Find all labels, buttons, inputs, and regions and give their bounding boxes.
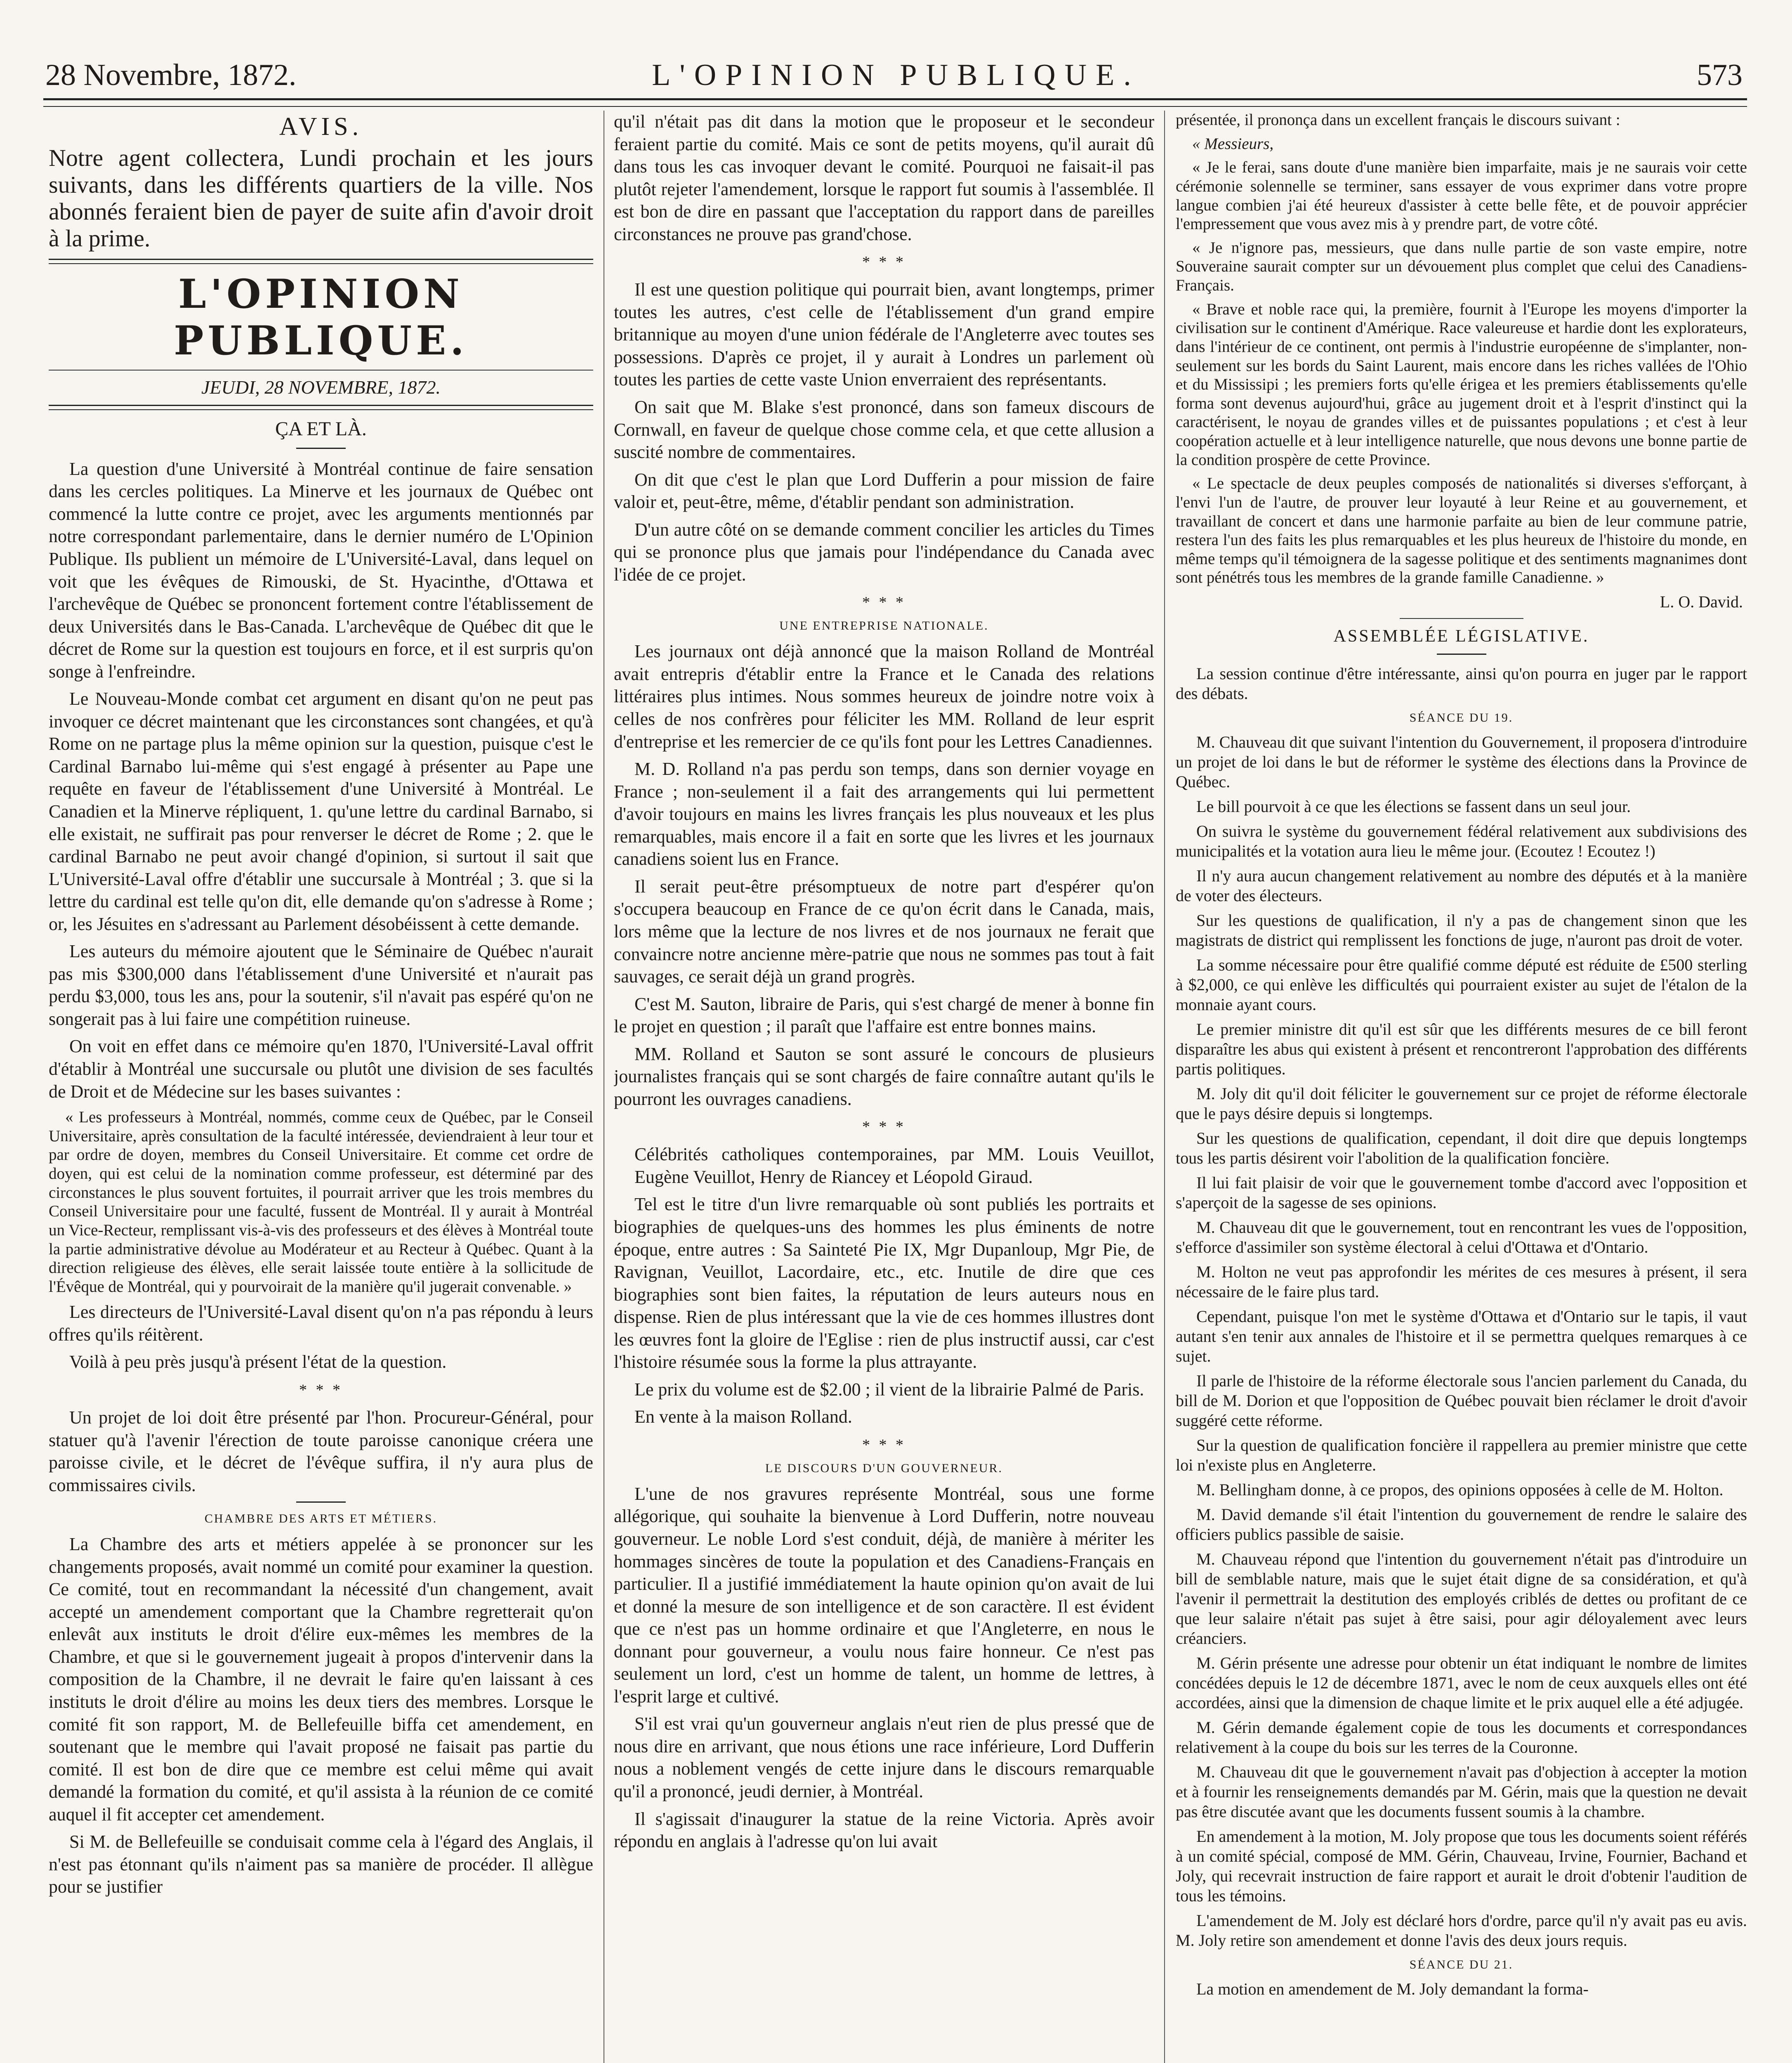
column-2-content [614,111,1154,1853]
paragraph: La session continue d'être intéressante, ainsi qu'on pourra en juger par le rapport des débats. [1176,664,1747,703]
paragraph: Sur les questions de qualification, il n'y a pas de changement sinon que les magistrats de district qui remplissent les fonctions de juge, n'auront pas droit de voter. [1176,911,1747,949]
column-3 [1176,111,1747,2063]
paragraph: Un projet de loi doit être présenté par l'hon. Procureur-Général, pour statuer qu'à l'avenir l'érection de toute paroisse canonique créera une paroisse civile, et le décret de l'évêque suffira, il n'y aura plus de commissaires civils. [49,1407,593,1495]
avis-notice: Notre agent collectera, Lundi prochain et les jours suivants, dans les différents quartiers de la ville. Nos abonnés feraient bien de payer de suite afin d'avoir droit à la prime. [49,144,593,252]
quoted-passage: « Je le ferai, sans doute d'une manière bien imparfaite, mais je ne saurais voir cette cérémonie solennelle se terminer, sans essayer de vous exprimer dans votre propre langue combien j'ai été heureux d'assister à cette belle fête, et de pouvoir apprécier l'empressement que vous avez mis à y prendre part, de votre côté. [1176,158,1747,233]
column-divider [1164,111,1165,2063]
paragraph: Le prix du volume est de $2.00 ; il vient de la librairie Palmé de Paris. [634,1379,1144,1400]
section-rule [49,405,593,410]
paragraph: S'il est vrai qu'un gouverneur anglais n'eut rien de plus pressé que de nous dire en arrivant, que nous étions une race inférieure, Lord Dufferin nous a noblement vengés de cette injure dans le discours remarquable qu'il a prononcé, jeudi dernier, à Montréal. [614,1714,1154,1801]
paragraph: M. Bellingham donne, à ce propos, des opinions opposées à celle de M. Holton. [1196,1480,1724,1499]
paragraph: M. David demande s'il était l'intention du gouvernement de rendre le salaire des officiers publics passible de saisie. [1176,1505,1747,1544]
short-rule [296,448,346,449]
paragraph: M. Chauveau dit que le gouvernement, tout en rencontrant les vues de l'opposition, s'efforce d'assimiler son système électoral à celui d'Ottawa et d'Ontario. [1176,1218,1747,1256]
article-heading: UNE ENTREPRISE NATIONALE. [779,619,989,633]
section-rule [49,259,593,264]
short-rule [1400,618,1523,619]
seance-1-paragraphs [1176,732,1747,1950]
article-heading: CHAMBRE DES ARTS ET MÉTIERS. [204,1512,438,1526]
section-heading: ÇA ET LÀ. [275,418,367,440]
paragraph: Il lui fait plaisir de voir que le gouvernement tombe d'accord avec l'opposition et s'aperçoit de la sagesse de ses opinions. [1176,1173,1747,1212]
asterism-separator: * * * [862,594,906,611]
paragraph: présentée, il prononça dans un excellent français le discours suivant : [1176,111,1620,129]
paragraph: Le Nouveau-Monde combat cet argument en disant qu'on ne peut pas invoquer ce décret maintenant que les circonstances sont changées, et qu'à Rome on ne partage plus la même opinion sur la question, puisque c'est le Cardinal Barnabo lui-même qui s'est engagé à présenter au Pape une requête en faveur de l'établissement d'une Université à Montréal. Le Canadien et la Minerve répliquent, 1. qu'une lettre du cardinal Barnabo, si elle existait, ne suffirait pas pour renverser le décret de Rome ; 2. que le cardinal Barnabo ne peut avoir changé d'opinion, si surtout il sait que L'Université-Laval offre d'établir une succursale à Montréal ; 3. que si la lettre du cardinal est telle qu'on dit, elle demande qu'on s'adresse à Rome ; or, les Jésuites en s'adressant au Parlement désobéissent à cette demande. [49,689,593,934]
paragraph: Les directeurs de l'Université-Laval disent qu'on n'a pas répondu à leurs offres qu'ils réitèrent. [49,1302,593,1345]
signature: L. O. David. [1660,592,1743,611]
paragraph: Il est une question politique qui pourrait bien, avant longtemps, primer toutes les autres, c'est celle de l'établissement d'un grand empire britannique au moyen d'une union fédérale de l'Angleterre avec toutes ses possessions. D'après ce projet, il y aurait à Londres un parlement où toutes les parties de cette vaste Union enverraient des représentants. [614,279,1154,390]
column-2 [614,111,1154,2063]
paragraph: L'amendement de M. Joly est déclaré hors d'ordre, parce qu'il n'y avait pas eu avis. M. Joly retire son amendement et donne l'avis des deux jours requis. [1176,1911,1747,1950]
asterism-separator: * * * [862,253,906,271]
paragraph: Il serait peut-être présomptueux de notre part d'espérer qu'on s'occupera beaucoup en France de ce qu'on écrit dans le Canada, mais, lors même que la lecture de nos livres et de nos journaux ne ferait que convaincre notre ancienne mère-patrie que nous ne sommes pas tout à fait sauvages, ce serait déjà un grand progrès. [614,876,1154,987]
asterism-separator: * * * [299,1381,343,1399]
paragraph: C'est M. Sauton, libraire de Paris, qui s'est chargé de mener à bonne fin le projet en question ; il paraît que l'affaire est entre bonnes mains. [614,994,1154,1037]
header-rule [43,98,1747,107]
paragraph: M. Chauveau dit que suivant l'intention du Gouvernement, il proposera d'introduire un projet de loi dans le but de réformer le système des élections dans la Province de Québec. [1176,733,1747,791]
short-rule [1437,654,1486,655]
paragraph: Si M. de Bellefeuille se conduisait comme cela à l'égard des Anglais, il n'est pas étonnant qu'ils n'aiment pas sa manière de procéder. Il allègue pour se justifier [49,1832,593,1897]
column-1-content [49,112,593,1898]
paragraph: La somme nécessaire pour être qualifié comme député est réduite de £500 sterling à $2,000, ce qui enlève les difficultés qui pourraient exister au sujet de l'étalon de la monnaie ayant cours. [1176,956,1747,1014]
book-title: Célébrités catholiques contemporaines, par MM. Louis Veuillot, Eugène Veuillot, Henry de Riancey et Léopold Giraud. [634,1144,1154,1187]
paragraph: On dit que c'est le plan que Lord Dufferin a pour mission de faire valoir et, peut-être, même, d'établir pendant son administration. [614,469,1154,512]
page-number: 573 [1697,58,1742,92]
paragraph: MM. Rolland et Sauton se sont assuré le concours de plusieurs journalistes français qui se sont chargés de faire connaître autant qu'ils le pourront les ouvrages canadiens. [614,1043,1154,1109]
column-3-content [1176,111,1747,1999]
paragraph: On sait que M. Blake s'est prononcé, dans son fameux discours de Cornwall, en faveur de quelque chose comme cela, et que cette allusion a suscité nombre de commentaires. [614,397,1154,463]
paragraph: Sur les questions de qualification, cependant, il doit dire que depuis longtemps tous les partis désirent voir l'abolition de la qualification foncière. [1176,1129,1747,1167]
paragraph: Sur la question de qualification foncière il rappellera au premier ministre que cette loi n'existe plus en Angleterre. [1176,1436,1747,1474]
paragraph: M. Gérin demande également copie de tous les documents et correspondances relativement à la coupe du bois sur les terres de la Couronne. [1176,1718,1747,1756]
paragraph: Il s'agissait d'inaugurer la statue de la reine Victoria. Après avoir répondu en anglais à l'adresse qu'on lui avait [614,1808,1154,1852]
short-rule [296,1501,346,1503]
paragraph: En amendement à la motion, M. Joly propose que tous les documents soient référés à un comité spécial, composé de MM. Gérin, Chauveau, Irvine, Fournier, Bachand et Joly, qui recevrait instruction de faire rapport et aurait le droit d'obtenir l'audition de tous les témoins. [1176,1827,1747,1905]
header-title: L'OPINION PUBLIQUE. [652,58,1140,92]
quoted-passage: « Brave et noble race qui, la première, fournit à l'Europe les moyens d'importer la civilisation sur le continent d'Amérique. Race valeureuse et hardie dont les explorateurs, dans l'intérieur de ce continent, ont permis à l'industrie européenne de s'implanter, non-seulement sur les bords du Saint Laurent, mais encore dans les riches vallées de l'Ohio et du Mississipi ; les premiers forts qu'elle érigea et les premiers établissements qu'elle forma sont devenus aujourd'hui, grâce au jugement droit et à l'esprit d'instinct qui la caractérisent, le noyau de grandes villes et de puissantes populations ; et c'est à leur coopération actuelle et à leur intelligence naturelle, que nous devons une bonne partie de la condition prospère de cette Province. [1176,300,1747,469]
asterism-separator: * * * [862,1436,906,1454]
paragraph: La Chambre des arts et métiers appelée à se prononcer sur les changements proposés, avait nommé un comité pour examiner la question. Ce comité, tout en recommandant la nécessité d'un changement, avait accepté un amendement comportant que la Chambre regretterait qu'on enlevât aux instituts le droit d'élire eux-mêmes les membres de la Chambre, et que si le gouvernement jugeait à propos d'intervenir dans la composition de la Chambre, il ne devrait le faire qu'en laissant à ces instituts le droit d'élire au moins les deux tiers des membres. Lorsque le comité fit son rapport, M. de Bellefeuille biffa cet amendement, en soutenant que le membre qui l'avait proposé ne faisait pas partie du comité. Il est bon de dire que ce membre est celui même qui avait demandé la formation du comité, et qu'il assista à la réunion de ce comité auquel il fit accepter cet amendement. [49,1534,593,1825]
column-1 [49,111,593,2063]
salutation: « Messieurs, [1192,135,1274,153]
paragraph: D'un autre côté on se demande comment concilier les articles du Times qui se prononce plus que jamais pour l'indépendance du Canada avec l'idée de ce projet. [614,519,1154,585]
paragraph: Voilà à peu près jusqu'à présent l'état de la question. [69,1352,447,1372]
paragraph: Tel est le titre d'un livre remarquable où sont publiés les portraits et biographies de quelques-uns des hommes les plus éminents de notre époque, entre autres : Sa Sainteté Pie IX, Mgr Dupanloup, Mgr Pie, de Ravignan, Veuillot, Lacordaire, etc., etc. Inutile de dire que ces biographies sont bien faites, la réputation de leurs auteurs nous en dispense. Rien de plus intéressant que la vie de ces hommes illustres dont les œuvres font la gloire de l'Eglise : rien de plus instructif aussi, car c'est l'histoire résumée sous la forme la plus attrayante. [614,1194,1154,1372]
paragraph: M. Chauveau répond que l'intention du gouvernement n'était pas d'introduire un bill de semblable nature, mais que le sujet était digne de sa considération, et qu'à l'avenir il permettrait la destitution des employés criblés de dettes ou profitant de ce que leur salaire n'était pas sujet à être saisi, pour agir déloyalement avec leurs créanciers. [1176,1550,1747,1648]
paragraph: M. D. Rolland n'a pas perdu son temps, dans son dernier voyage en France ; non-seulement il a fait des arrangements qui lui permettent d'avoir toujours en mains les livres français les plus nouveaux et les plus remarquables, mais encore il a fait en sorte que les livres et les journaux canadiens soient lus en France. [614,759,1154,869]
paragraph: M. Joly dit qu'il doit féliciter le gouvernement sur ce projet de réforme électorale que le pays désire depuis si longtemps. [1176,1084,1747,1123]
paragraph: La question d'une Université à Montréal continue de faire sensation dans les cercles politiques. La Minerve et les journaux de Québec ont commencé la lutte contre ce projet, avec les arguments mentionnés par notre correspondant parlementaire, dans le dernier numéro de L'Opinion Publique. Ils publient un mémoire de L'Université-Laval, dans lequel on voit que les évêques de Rimouski, de St. Hyacinthe, d'Ottawa et l'archevêque de Québec se prononcent fortement contre l'établissement de deux Universités dans le Bas-Canada. L'archevêque de Québec dit que le décret de Rome sur la question est toujours en force, et il est surpris qu'on songe à l'enfreindre. [49,458,593,682]
paragraph: Le bill pourvoit à ce que les élections se fassent dans un seul jour. [1196,797,1631,816]
paragraph: En vente à la maison Rolland. [634,1407,852,1427]
paragraph: Cependant, puisque l'on met le système d'Ottawa et d'Ontario sur le tapis, il vaut autant s'en tenir aux annales de l'histoire et il se permettra quelques remarques à ce sujet. [1176,1307,1747,1365]
masthead-rule [49,370,593,371]
paragraph: M. Chauveau dit que le gouvernement n'avait pas d'objection à accepter la motion et à fournir les renseignements demandés par M. Gérin, mais que la question ne devait pas être discutée avant que les documents fussent soumis à la chambre. [1176,1763,1747,1821]
avis-heading: AVIS. [279,113,363,141]
quoted-passage: « Le spectacle de deux peuples composés de nationalités si diverses s'efforçant, à l'envi l'un de l'autre, de prouver leur loyauté à leur Reine et au gouvernement, et travaillant de concert et dans une harmonie parfaite au bien de leur commune patrie, restera l'un des faits les plus remarquables et les plus heureux de l'histoire du monde, en même temps qu'il témoignera de la sagesse politique et des sentiments magnanimes dont sont pénétrés tous les membres de la grande famille Canadienne. » [1176,474,1747,587]
paragraph: Le premier ministre dit qu'il est sûr que les différents mesures de ce bill feront disparaître les abus qui existent à présent et rencontreront l'approbation des différents partis politiques. [1176,1020,1747,1078]
paragraph: Les journaux ont déjà annoncé que la maison Rolland de Montréal avait entrepris d'établir entre la France et le Canada des relations littéraires plus intimes. Nous sommes heureux de joindre notre voix à celles de nos confrères pour féliciter les MM. Rolland de leur esprit d'entreprise et les remercier de ce qu'ils font pour les Lettres Canadiennes. [614,641,1154,752]
paragraph: On suivra le système du gouvernement fédéral relativement aux subdivisions des municipalités et la votation aura lieu le même jour. (Ecoutez ! Ecoutez !) [1176,822,1747,860]
paragraph: On voit en effet dans ce mémoire qu'en 1870, l'Université-Laval offrit d'établir à Montréal une succursale ou plutôt une division de ses facultés de Droit et de Médecine sur les bases suivantes : [49,1036,593,1102]
seance-heading: SÉANCE DU 21. [1409,1958,1514,1971]
paragraph: Il n'y aura aucun changement relativement au nombre des députés et à la manière de voter des électeurs. [1176,866,1747,905]
seance-heading: SÉANCE DU 19. [1409,711,1514,725]
asterism-separator: * * * [862,1118,906,1136]
article-heading: ASSEMBLÉE LÉGISLATIVE. [1333,627,1589,646]
paragraph: Les auteurs du mémoire ajoutent que le Séminaire de Québec n'aurait pas mis $300,000 dans l'établissement d'une Université et n'aurait pas perdu $3,000, tous les ans, pour la soutenir, s'il n'avait pas espéré qu'on ne songerait pas à lui faire une compétition ruineuse. [49,941,593,1029]
paragraph: M. Holton ne veut pas approfondir les mérites de ces mesures à présent, il sera nécessaire de le faire plus tard. [1176,1263,1747,1301]
paragraph: La motion en amendement de M. Joly demandant la forma- [1196,1980,1589,1998]
article-heading: LE DISCOURS D'UN GOUVERNEUR. [765,1461,1003,1475]
dateline: JEUDI, 28 NOVEMBRE, 1872. [201,376,441,398]
paragraph: qu'il n'était pas dit dans la motion que le proposeur et le secondeur feraient partie du comité. Mais ce sont de petits moyens, qu'il aurait dû dans tous les cas invoquer devant le comité. Pourquoi ne faisait-il pas plutôt rejeter l'amendement, lorsque le rapport fut soumis à l'assemblée. Il est bon de dire en passant que l'acceptation du rapport dans de pareilles circonstances ne prouve pas grand'chose. [614,111,1154,244]
header-date: 28 Novembre, 1872. [45,58,297,92]
paragraph: Il parle de l'histoire de la réforme électorale sous l'ancien parlement du Canada, du bill de M. Dorion et que l'opposition de Québec pouvait bien réclamer le droit d'avoir suggéré cette réforme. [1176,1371,1747,1430]
paragraph: L'une de nos gravures représente Montréal, sous une forme allégorique, qui souhaite la bienvenue à Lord Dufferin, notre nouveau gouverneur. Le noble Lord s'est conduit, déjà, de manière à mériter les hommages sincères de toute la population et des Canadiens-Français en particulier. Il a justifié immédiatement la haute opinion qu'on avait de lui et donné la mesure de son intelligence et de son caractère. Il est évident que ce n'est pas un homme ordinaire et que l'Angleterre, en nous le donnant pour gouverneur, a voulu nous faire honneur. Ce n'est pas seulement un lord, c'est un homme de talent, un homme de lettres, à l'esprit large et cultivé. [614,1483,1154,1707]
quoted-passage: « Je n'ignore pas, messieurs, que dans nulle partie de son vaste empire, notre Souveraine saurait compter sur un dévouement plus complet que celui des Canadiens-Français. [1176,238,1747,294]
paragraph: M. Gérin présente une adresse pour obtenir un état indiquant le nombre de limites concédées depuis le 12 de décembre 1871, avec le nom de ceux auxquels elles ont été accordées, ainsi que la dimension de chaque limite et le prix auquel elle a été adjugée. [1176,1654,1747,1712]
quoted-passage: « Les professeurs à Montréal, nommés, comme ceux de Québec, par le Conseil Universitaire, après consultation de la faculté intéressée, deviendraient à leur tour et par ordre de doyen, membres du Conseil Universitaire. Et comme cet ordre de doyen, qui est celui de la nomination comme professeur, est déterminé par des circonstances le plus souvent fortuites, il pourrait arriver que les trois membres du Conseil Universitaire pour une faculté, fussent de Montréal. Il y aurait à Montréal un Vice-Recteur, remplissant vis-à-vis des professeurs et des élèves à Montréal toute la partie administrative dévolue au Modérateur et au Recteur à Québec. Quant à la direction religieuse des élèves, elle serait laissée toute entière à la sollicitude de l'Évêque de Montréal, qui y pourvoirait de la manière qu'il jugerait convenable. » [49,1108,593,1296]
masthead: L'OPINION PUBLIQUE. [174,270,468,364]
